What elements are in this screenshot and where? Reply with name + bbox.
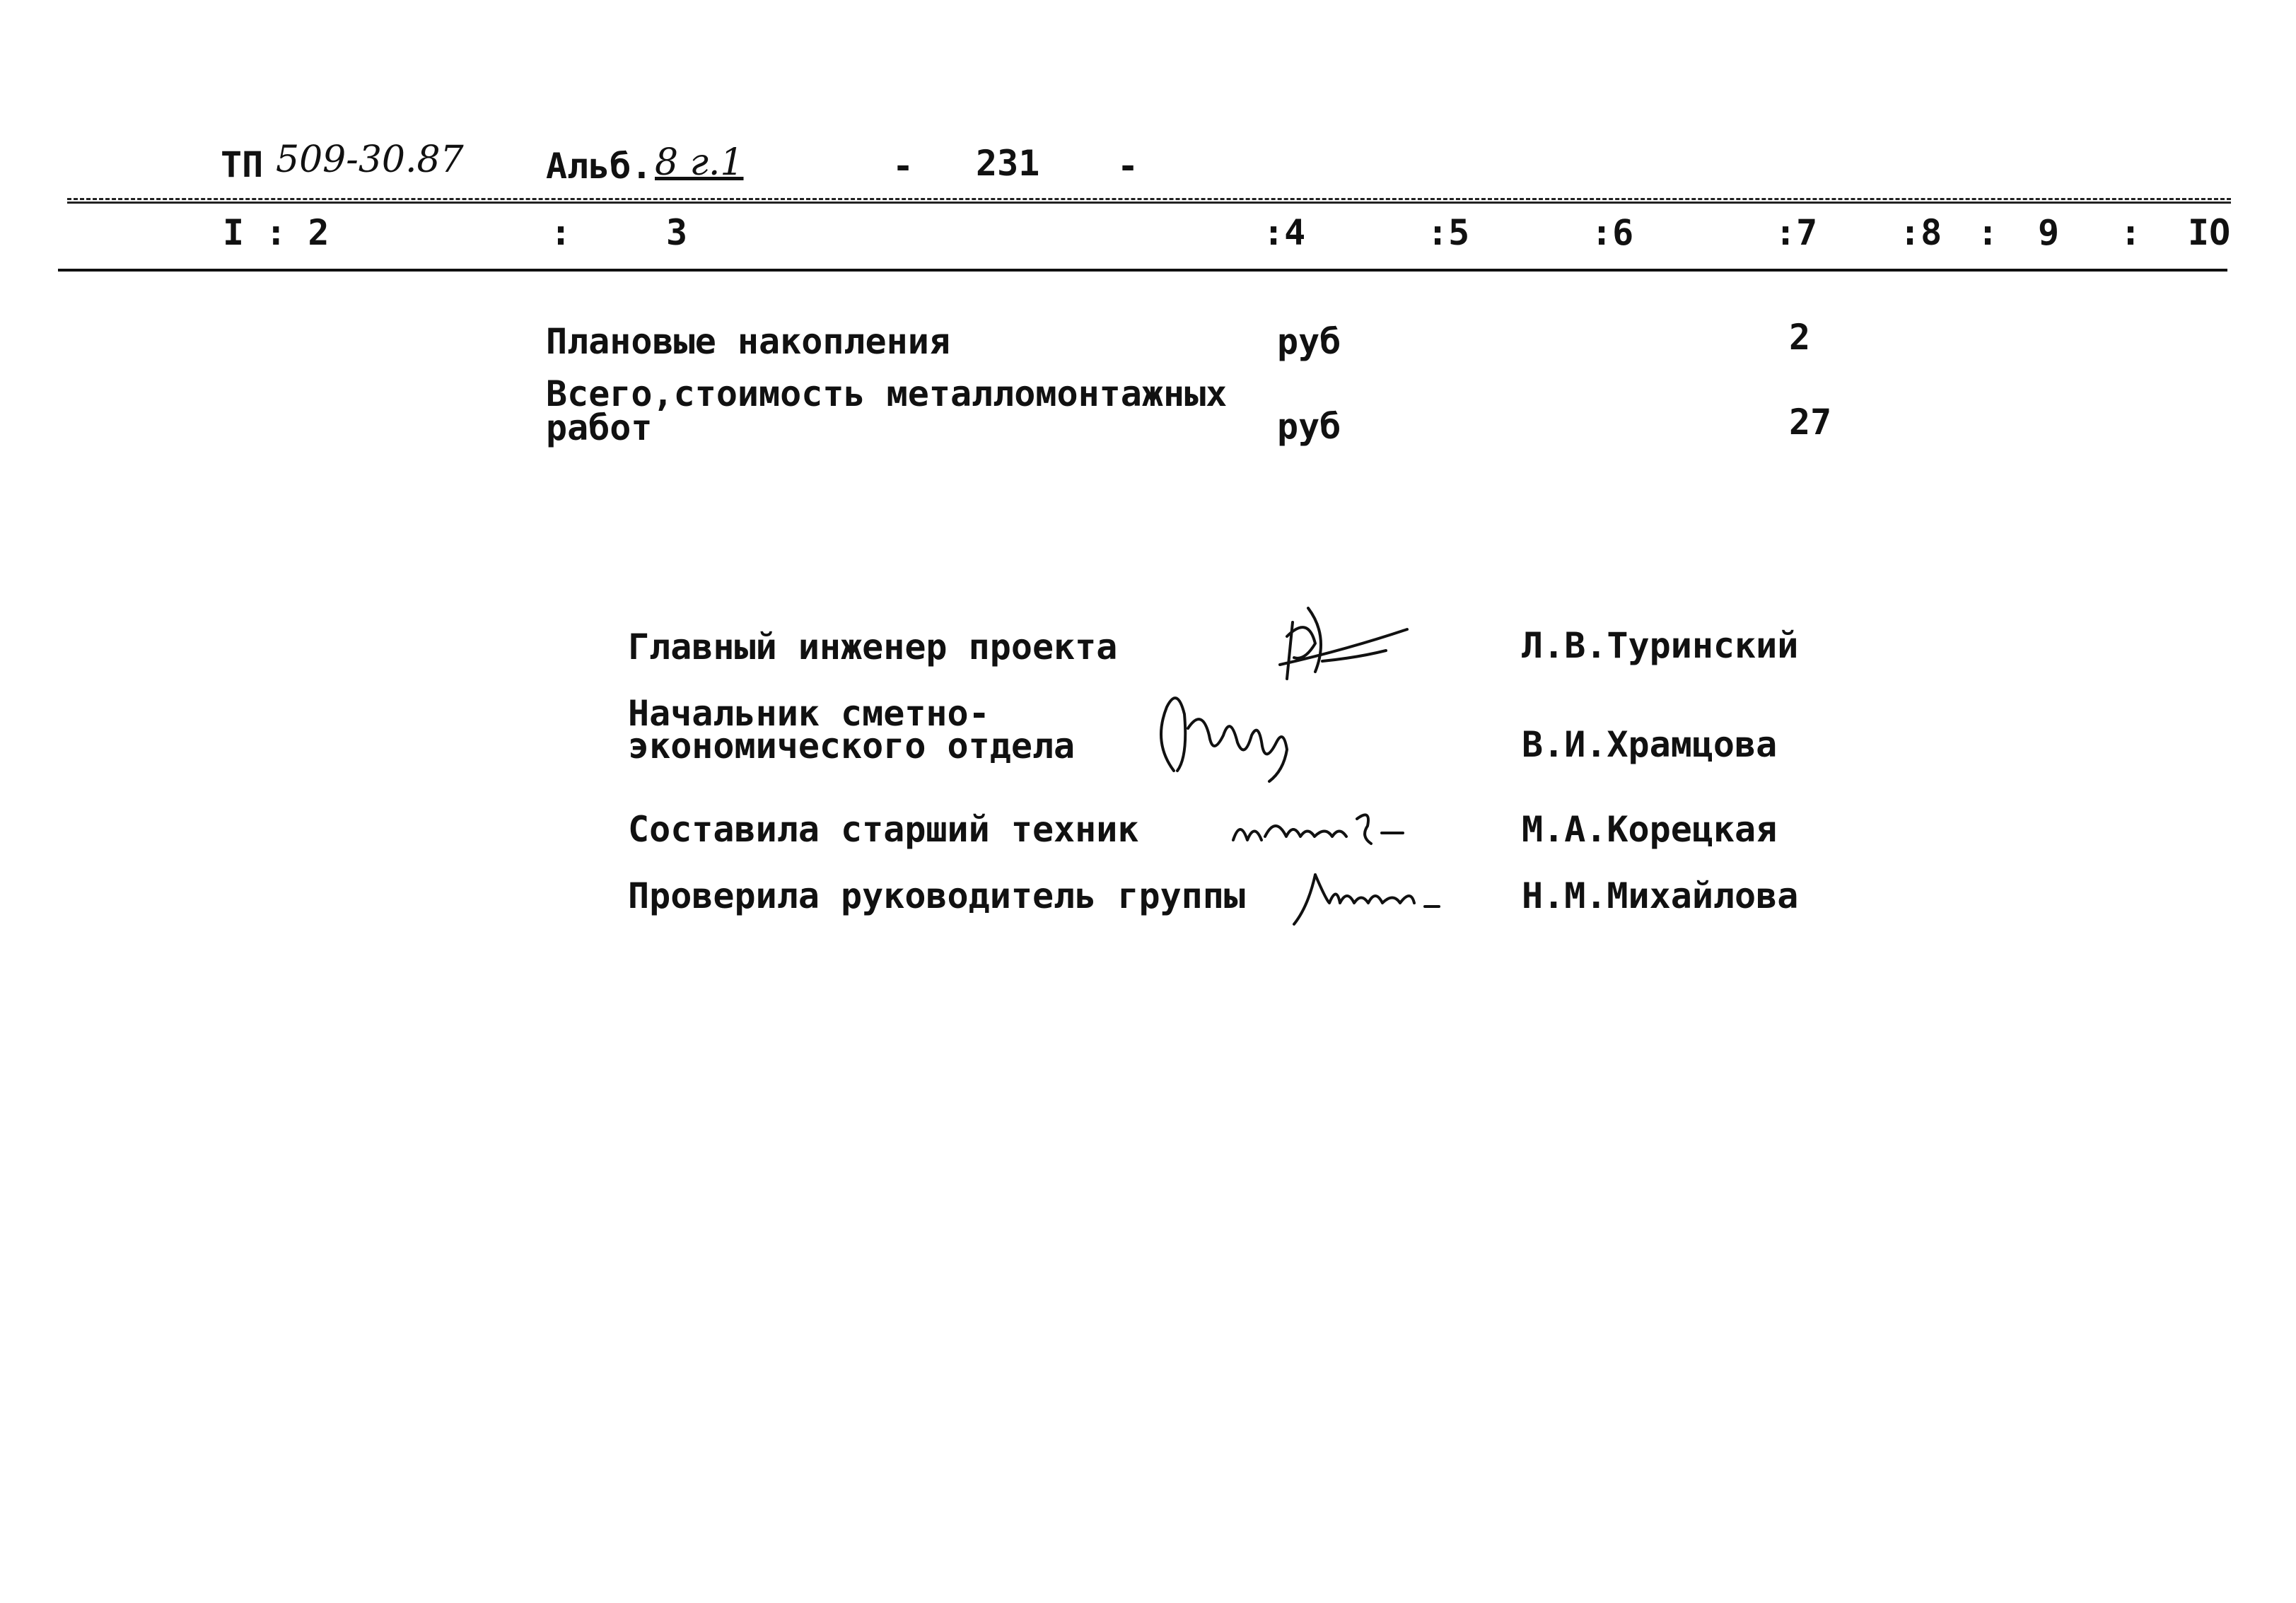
column-9-separator: : <box>1977 212 1999 253</box>
column-5: :5 <box>1427 212 1470 253</box>
column-3-separator: : <box>550 212 572 253</box>
column-1-2: I : 2 <box>223 212 330 253</box>
signature-title-group-lead: Проверила руководитель группы <box>628 875 1245 916</box>
signature-title-chief-engineer: Главный инженер проекта <box>628 626 1118 668</box>
column-4: :4 <box>1263 212 1306 253</box>
signature-title-senior-technician: Составила старший техник <box>628 809 1139 850</box>
signature-title-estimate-head-line1: Начальник сметно- <box>628 693 990 734</box>
header-rule-top <box>67 198 2231 200</box>
row-total-unit: руб <box>1277 406 1341 447</box>
album-label: Альб. <box>546 146 653 187</box>
ruler-bottom-rule <box>58 269 2227 272</box>
signature-senior-technician <box>1226 805 1417 854</box>
column-10: IO <box>2188 212 2231 253</box>
signature-estimate-head <box>1146 679 1301 785</box>
row-planned-savings-unit: руб <box>1277 321 1341 362</box>
row-total-description-line2: работ <box>546 407 653 448</box>
row-total-description-line1: Всего,стоимость металломонтажных <box>546 373 1228 414</box>
column-8: :8 <box>1899 212 1942 253</box>
signature-name-group-lead: Н.М.Михайлова <box>1522 875 1799 916</box>
signature-name-senior-technician: М.А.Корецкая <box>1522 809 1778 850</box>
column-3: 3 <box>666 212 688 253</box>
column-6: :6 <box>1591 212 1634 253</box>
signature-title-estimate-head-line2: экономического отдела <box>628 725 1076 766</box>
page-number: 231 <box>976 143 1040 184</box>
row-planned-savings-description: Плановые накопления <box>546 321 950 362</box>
album-number: 8 г.1 <box>655 141 744 184</box>
header-rule-top-solid <box>67 202 2231 204</box>
row-total-value: 27 <box>1789 402 1832 443</box>
header-dash-left: - <box>892 146 914 187</box>
signature-chief-engineer <box>1266 594 1421 693</box>
tp-label: ТП <box>221 144 264 185</box>
signature-group-lead <box>1287 864 1450 928</box>
signature-name-estimate-head: В.И.Храмцова <box>1522 724 1778 765</box>
signature-name-chief-engineer: Л.В.Туринский <box>1522 625 1799 666</box>
column-7: :7 <box>1775 212 1818 253</box>
column-9: 9 <box>2038 212 2060 253</box>
column-10-separator: : <box>2120 212 2142 253</box>
header-dash-right: - <box>1117 146 1139 187</box>
tp-number: 509-30.87 <box>276 139 464 181</box>
row-planned-savings-value: 2 <box>1789 317 1811 358</box>
